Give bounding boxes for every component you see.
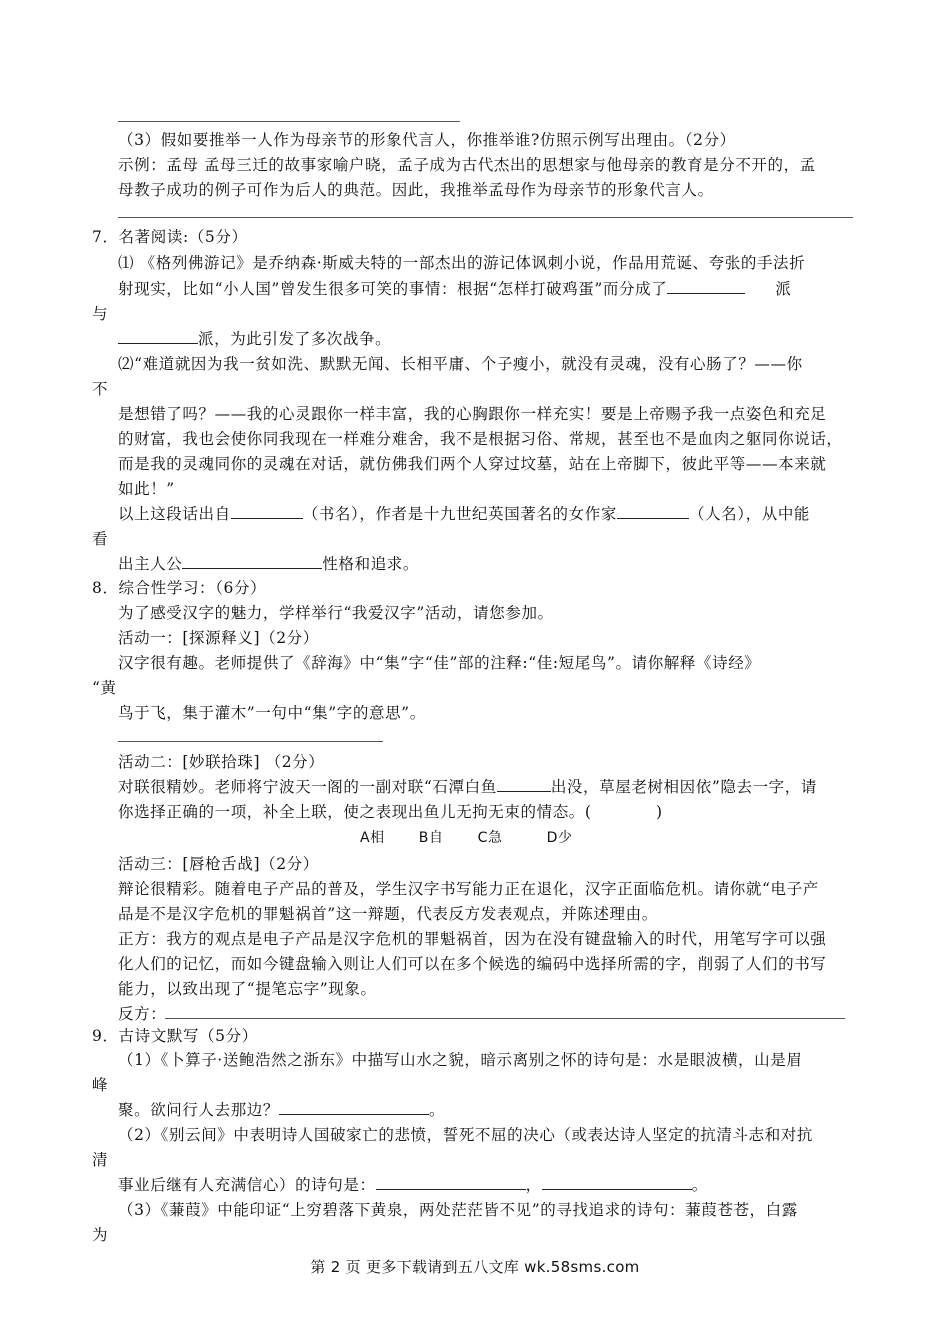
q6-p3-title: （3）假如要推举一人作为母亲节的形象代言人，你推举谁?仿照示例写出理由。（2分） xyxy=(118,131,736,149)
q7-p1-line3: 与 xyxy=(92,305,109,323)
q8-activity2-title: 活动二：[妙联拾珠] （2分） xyxy=(118,753,325,771)
q8-activity3-line4: 化人们的记忆，而如今键盘输入则让人们可以在多个候选的编码中选择所需的字，削弱了人们的书写 xyxy=(118,955,827,973)
q9-p2-text-a: 事业后继有人充满信心）的诗句是： xyxy=(118,1176,376,1194)
q7-question-text-c: （人名），从中能 xyxy=(688,505,811,523)
fill-blank[interactable] xyxy=(279,1098,429,1115)
q7-p2-question xyxy=(118,502,810,526)
q7-p1-line1: ⑴ 《格列佛游记》是乔纳森·斯威夫特的一部杰出的游记体讽刺小说，作品用荒诞、夸张的手法折 xyxy=(118,254,806,272)
q9-p2-text-b: ， xyxy=(525,1176,542,1194)
q7-question-text-b: （书名），作者是十九世纪英国著名的女作家 xyxy=(302,505,617,523)
q9-p1-line3 xyxy=(118,1098,445,1122)
q7-question-text-a: 以上这段话出自 xyxy=(118,505,231,523)
q9-title: 9．古诗文默写（5分） xyxy=(92,1027,258,1045)
page-footer: 第 2 页 更多下载请到五八文库 wk.58sms.com xyxy=(310,1258,640,1276)
q8-activity2-line2: 你选择正确的一项，补全上联，使之表现出鱼儿无拘无束的情态。( ) xyxy=(118,803,663,821)
q7-p1-line4 xyxy=(118,327,391,351)
fill-blank[interactable] xyxy=(376,1173,526,1190)
q7-p2-question-line2: 看 xyxy=(92,530,109,548)
answer-line[interactable] xyxy=(165,1018,845,1019)
q8-title: 8．综合性学习：（6分） xyxy=(92,579,267,597)
q7-p2-line4: 的财富，我也会使你同我现在一样难分难舍，我不是根据习俗、常规，甚至也不是血肉之躯同你说话， xyxy=(118,430,843,448)
fill-blank[interactable] xyxy=(497,775,551,792)
q7-p1-line2-text: 射现实，比如“小人国”曾发生很多可笑的事情：根据“怎样打破鸡蛋”而分成了 xyxy=(118,280,668,298)
q8-activity1-title: 活动一：[探源释义]（2分） xyxy=(118,629,319,647)
q8-activity2-line1 xyxy=(118,775,817,799)
q7-p2-line1: ⑵“难道就因为我一贫如洗、默默无闻、长相平庸、个子瘦小，就没有灵魂，没有心肠了？——你 xyxy=(118,355,803,373)
q7-title: 7．名著阅读:（5分） xyxy=(92,228,248,246)
q9-p2-line1: （2）《别云间》中表明诗人国破家亡的悲愤，誓死不屈的决心（或表达诗人坚定的抗清斗志和对抗 xyxy=(118,1126,814,1144)
q9-p1-text-b: 。 xyxy=(429,1101,446,1119)
option-b[interactable]: B自 xyxy=(418,830,444,846)
q8-activity2-text-a: 对联很精妙。老师将宁波天一阁的一副对联“石潭白鱼 xyxy=(118,778,497,796)
q7-question-text-d: 出主人公 xyxy=(118,555,183,573)
q8-activity1-line3: 鸟于飞，集于灌木”一句中“集”字的意思”。 xyxy=(118,704,426,722)
q7-p2-line3: 是想错了吗？——我的心灵跟你一样丰富，我的心胸跟你一样充实！要是上帝赐予我一点姿色和充足 xyxy=(118,405,827,423)
option-a[interactable]: A相 xyxy=(360,830,385,846)
q8-activity3-line3: 正方：我方的观点是电子产品是汉字危机的罪魁祸首，因为在没有键盘输入的时代，用笔写字可以强 xyxy=(118,930,827,948)
fill-blank[interactable] xyxy=(617,502,689,519)
q9-p2-line2: 清 xyxy=(92,1151,109,1169)
q7-p2-line6: 如此！” xyxy=(118,480,175,498)
q7-p1-line2-suffix: 派 xyxy=(775,280,792,298)
q8-activity3-line2: 品是不是汉字危机的罪魁祸首”这一辩题，代表反方发表观点，并陈述理由。 xyxy=(118,905,658,923)
answer-line xyxy=(118,741,383,742)
q7-question-text-e: 性格和追求。 xyxy=(322,555,420,573)
q7-p1-line4-text: 派，为此引发了多次战争。 xyxy=(198,330,392,348)
q8-activity2-text-b: 出没，草屋老树相因依”隐去一字，请 xyxy=(550,778,817,796)
q9-p1-line1: （1）《卜算子·送鲍浩然之浙东》中描写山水之貌，暗示离别之怀的诗句是：水是眼波横，山是眉 xyxy=(118,1051,803,1069)
q9-p2-text-c: 。 xyxy=(691,1176,708,1194)
q6-p3-example-line1: 示例：孟母 孟母三迁的故事家喻户晓，孟子成为古代杰出的思想家与他母亲的教育是分不开的，孟 xyxy=(118,156,816,174)
q8-intro: 为了感受汉字的魅力，学样举行“我爱汉字”活动，请您参加。 xyxy=(118,604,554,622)
fill-blank[interactable] xyxy=(542,1173,692,1190)
fill-blank[interactable] xyxy=(231,502,303,519)
answer-line xyxy=(118,121,460,122)
q7-p2-question-line3 xyxy=(118,552,419,576)
fill-blank[interactable] xyxy=(667,277,745,294)
option-c[interactable]: C急 xyxy=(477,830,503,846)
q7-p1-line2 xyxy=(118,277,791,301)
q6-p3-example-line2: 母教子成功的例子可作为后人的典范。因此，我推举孟母作为母亲节的形象代言人。 xyxy=(118,181,714,199)
q8-activity2-options xyxy=(360,826,607,850)
answer-line xyxy=(118,217,853,218)
q8-activity1-line1: 汉字很有趣。老师提供了《辞海》中“集”字“佳”部的注释:“佳:短尾鸟”。请你解释《诗经》 xyxy=(118,654,761,672)
q8-activity3-title: 活动三：[唇枪舌战]（2分） xyxy=(118,855,319,873)
q7-p2-line5: 而是我的灵魂同你的灵魂在对话，就仿佛我们两个人穿过坟墓，站在上帝脚下，彼此平等——本来就 xyxy=(118,455,827,473)
fill-blank[interactable] xyxy=(182,552,322,569)
fill-blank[interactable] xyxy=(118,327,198,344)
q8-activity1-line2: “黄 xyxy=(92,679,117,697)
q8-activity3-line1: 辩论很精彩。随着电子产品的普及，学生汉字书写能力正在退化，汉字正面临危机。请你就“电子产 xyxy=(118,880,819,898)
q9-p3-line2: 为 xyxy=(92,1226,109,1244)
q8-activity3-line5: 能力，以致出现了“提笔忘字”现象。 xyxy=(118,980,377,998)
q9-p1-text-a: 聚。欲问行人去那边？ xyxy=(118,1101,280,1119)
q9-p1-line2: 峰 xyxy=(92,1076,109,1094)
q8-activity3-line6: 反方： xyxy=(118,1005,167,1023)
q9-p3-line1: （3）《蒹葭》中能印证“上穷碧落下黄泉，两处茫茫皆不见”的寻找追求的诗句：蒹葭苍苍，白露 xyxy=(118,1201,798,1219)
q9-p2-line3 xyxy=(118,1173,708,1197)
q7-p2-line2: 不 xyxy=(92,380,109,398)
option-d[interactable]: D少 xyxy=(546,830,573,846)
